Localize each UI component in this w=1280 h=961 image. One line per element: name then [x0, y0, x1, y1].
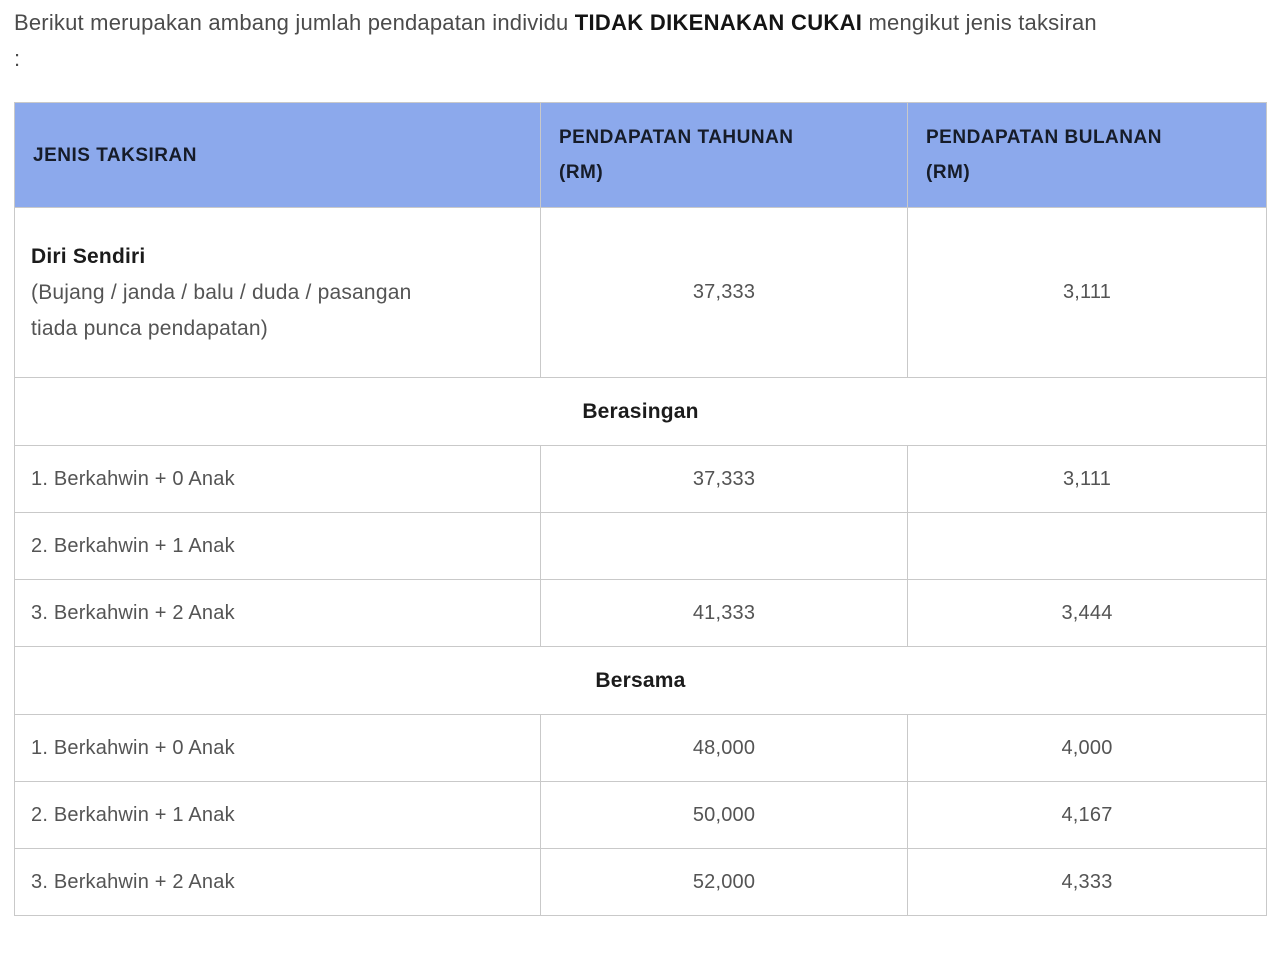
intro-colon: : — [14, 46, 21, 71]
col-header-jenis-taksiran — [15, 103, 541, 208]
section-title: Berasingan — [15, 378, 1267, 446]
col-header-line1: PENDAPATAN BULANAN — [926, 127, 1162, 148]
intro-text-after: mengikut jenis taksiran — [862, 10, 1097, 35]
section-header-bersama — [15, 647, 1267, 715]
annual-value: 37,333 — [541, 446, 908, 513]
table-row-diri-sendiri — [15, 208, 1267, 378]
col-header-line2: (RM) — [926, 162, 971, 183]
section-title: Bersama — [15, 647, 1267, 715]
col-header-line2: (RM) — [559, 162, 604, 183]
table-row — [15, 782, 1267, 849]
monthly-value: 3,444 — [908, 580, 1267, 647]
row-label: 1. Berkahwin + 0 Anak — [15, 446, 541, 513]
monthly-value — [908, 513, 1267, 580]
annual-value: 41,333 — [541, 580, 908, 647]
header-row — [15, 103, 1267, 208]
assessment-table — [14, 102, 1267, 916]
annual-value — [541, 513, 908, 580]
table-row — [15, 849, 1267, 916]
row-title: Diri Sendiri — [31, 244, 146, 268]
row-label: 2. Berkahwin + 1 Anak — [15, 782, 541, 849]
table-row — [15, 580, 1267, 647]
annual-value: 48,000 — [541, 715, 908, 782]
table-row — [15, 513, 1267, 580]
col-header-pendapatan-bulanan — [908, 103, 1267, 208]
intro-text-before: Berikut merupakan ambang jumlah pendapatan individu — [14, 10, 575, 35]
annual-value: 50,000 — [541, 782, 908, 849]
monthly-value: 4,333 — [908, 849, 1267, 916]
intro-bold-phrase: TIDAK DIKENAKAN CUKAI — [574, 10, 863, 35]
section-header-berasingan — [15, 378, 1267, 446]
row-label: 3. Berkahwin + 2 Anak — [15, 849, 541, 916]
intro-text — [14, 4, 1266, 42]
row-subtitle-line1: (Bujang / janda / balu / duda / pasangan — [31, 280, 412, 304]
row-label: 3. Berkahwin + 2 Anak — [15, 580, 541, 647]
monthly-value: 4,167 — [908, 782, 1267, 849]
row-subtitle-line2: tiada punca pendapatan) — [31, 316, 268, 340]
table-header — [15, 103, 1267, 208]
row-label: 1. Berkahwin + 0 Anak — [15, 715, 541, 782]
table-row — [15, 446, 1267, 513]
col-header-line1: JENIS TAKSIRAN — [33, 144, 197, 166]
annual-value: 52,000 — [541, 849, 908, 916]
monthly-value: 3,111 — [908, 446, 1267, 513]
annual-value: 37,333 — [541, 208, 908, 378]
table-row — [15, 715, 1267, 782]
col-header-line1: PENDAPATAN TAHUNAN — [559, 127, 794, 148]
monthly-value: 3,111 — [908, 208, 1267, 378]
row-label: 2. Berkahwin + 1 Anak — [15, 513, 541, 580]
row-label-cell — [15, 208, 541, 378]
monthly-value: 4,000 — [908, 715, 1267, 782]
col-header-pendapatan-tahunan — [541, 103, 908, 208]
